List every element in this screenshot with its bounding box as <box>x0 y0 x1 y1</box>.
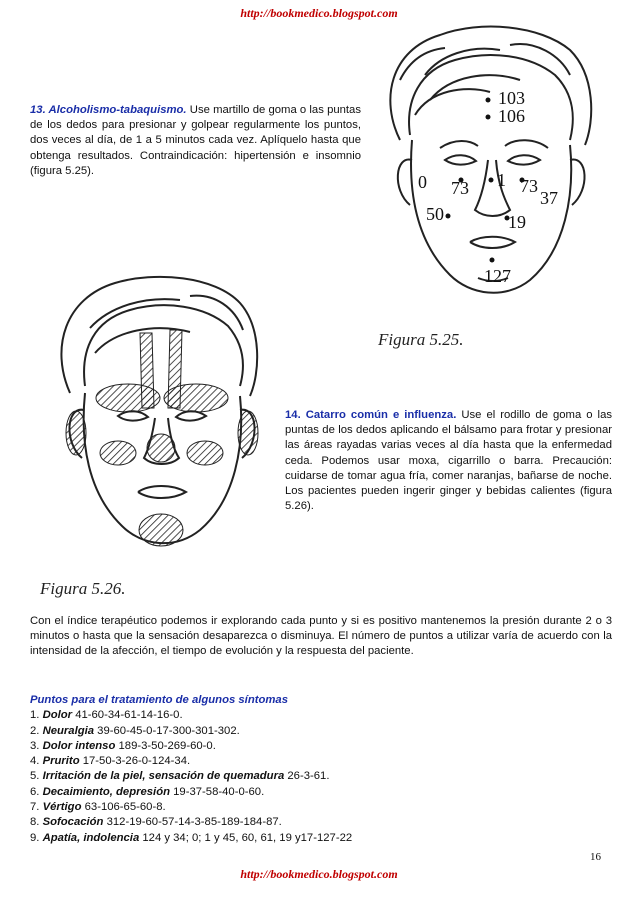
point-label: 73 <box>520 176 538 196</box>
point-label: 73 <box>451 178 469 198</box>
list-item: 5. Irritación de la piel, sensación de quemadura 26-3-61. <box>30 770 330 783</box>
list-item: 3. Dolor intenso 189-3-50-269-60-0. <box>30 739 216 752</box>
list-item: 7. Vértigo 63-106-65-60-8. <box>30 801 166 814</box>
point-label: 1 <box>497 170 506 190</box>
point-label: 50 <box>426 204 444 224</box>
section-14-paragraph <box>285 408 612 514</box>
list-item: 4. Prurito 17-50-3-26-0-124-34. <box>30 755 191 768</box>
point-label: 103 <box>498 88 525 108</box>
list-item: 9. Apatía, indolencia 124 y 34; 0; 1 y 45, 60, 61, 19 y17-127-22 <box>30 831 353 844</box>
list-item: 2. Neuralgia 39-60-45-0-17-300-301-302. <box>30 724 240 737</box>
point-label: 37 <box>540 188 558 208</box>
header-url[interactable]: http://bookmedico.blogspot.com <box>240 6 398 20</box>
symptoms-list <box>30 693 612 846</box>
figure-5-26-face <box>40 268 275 568</box>
point-label: 0 <box>418 172 427 192</box>
point-label: 127 <box>484 266 511 286</box>
symptoms-heading: Puntos para el tratamiento de algunos síntomas <box>30 694 288 706</box>
page-number: 16 <box>590 851 601 863</box>
point-label: 19 <box>508 212 526 232</box>
section-13-paragraph <box>30 103 361 179</box>
figure-5-26-caption: Figura 5.26. <box>40 579 126 598</box>
section-13-title: 13. Alcoholismo-tabaquismo. <box>30 104 187 116</box>
section-13-text: Use martillo de goma o las puntas de los dedos para presionar y golpear regularmente los puntos, dos veces al día, de 1 a 5 minutos cada vez. Aplíquelo hasta que obtenga resultados. Contraindicación: hipertensión e insomnio (figura 5.25). <box>30 104 361 177</box>
figure-5-25-caption: Figura 5.25. <box>378 330 464 349</box>
point-label: 106 <box>498 106 525 126</box>
main-paragraph: Con el índice terapéutico podemos ir explorando cada punto y si es positivo mantenemos la presión durante 2 o 3 minutos o hasta que la sensación desaparezca o disminuya. El número de puntos a utilizar varía de acuerdo con la intensidad de la afección, el tiempo de evolución y la respuesta del paciente. <box>30 615 612 658</box>
list-item: 8. Sofocación 312-19-60-57-14-3-85-189-184-87. <box>30 816 282 829</box>
figure-5-25-face <box>370 20 608 320</box>
footer-url[interactable]: http://bookmedico.blogspot.com <box>240 867 398 881</box>
list-item: 6. Decaimiento, depresión 19-37-58-40-0-60. <box>30 785 265 798</box>
section-14-text: Use el rodillo de goma o las puntas de los dedos aplicando el bálsamo para frotar y presionar las áreas rayadas varias veces al día hasta que la enfermedad ceda. Podemos usar moxa, cigarrillo o barra. Precaución: cuidarse de tomar agua fría, comer naranjas, bañarse de noche. Los pacientes pueden ingerir ginger y bebidas calientes (figura 5.26). <box>285 409 612 513</box>
list-item: 1. Dolor 41-60-34-61-14-16-0. <box>30 709 183 722</box>
section-14-title: 14. Catarro común e influenza. <box>285 409 457 421</box>
